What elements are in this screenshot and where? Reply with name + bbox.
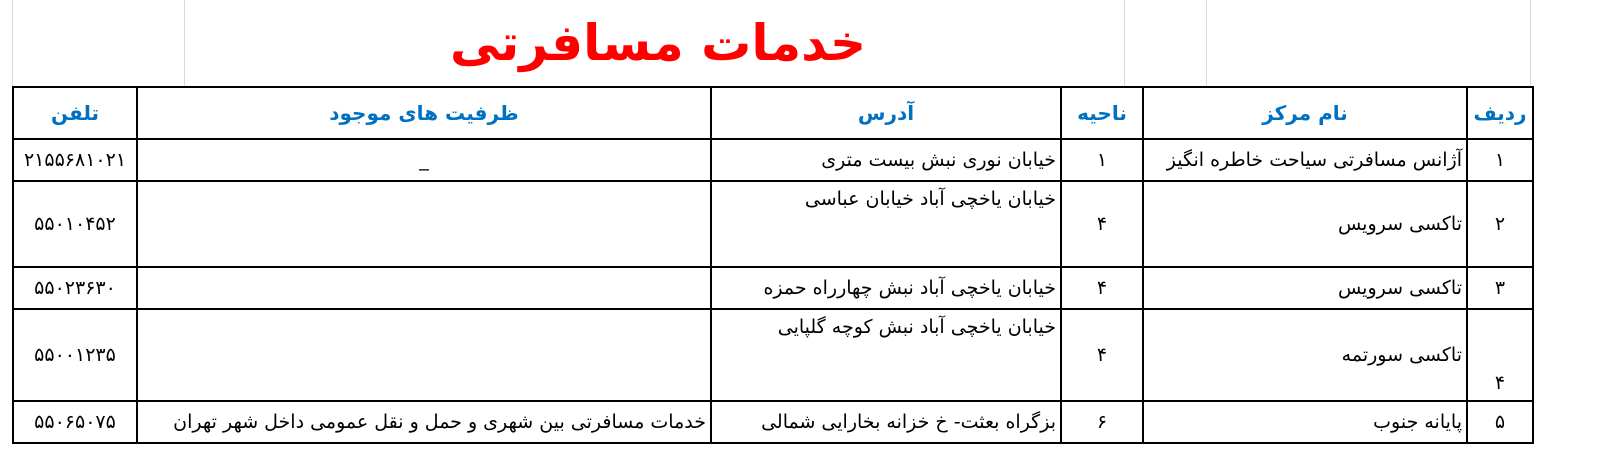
cell-center-name: تاکسی سرویس	[1143, 181, 1467, 267]
page-title: خدمات مسافرتی	[449, 14, 867, 72]
cell-phone: ۵۵۰۶۵۰۷۵	[13, 401, 137, 443]
cell-center-name: تاکسی سورتمه	[1143, 309, 1467, 401]
cell-district: ۴	[1061, 181, 1143, 267]
cell-phone: ۲۱۵۵۶۸۱۰۲۱	[13, 139, 137, 181]
cell-district: ۱	[1061, 139, 1143, 181]
header-center-name: نام مرکز	[1143, 87, 1467, 139]
cell-center-name: تاکسی سرویس	[1143, 267, 1467, 309]
cell-row-no: ۴	[1467, 309, 1533, 401]
cell-district: ۴	[1061, 267, 1143, 309]
gridline	[1530, 0, 1531, 86]
cell-row-no: ۲	[1467, 181, 1533, 267]
cell-district: ۶	[1061, 401, 1143, 443]
table-row	[13, 267, 1533, 309]
header-district: ناحیه	[1061, 87, 1143, 139]
cell-row-no: ۳	[1467, 267, 1533, 309]
cell-phone: ۵۵۰۱۰۴۵۲	[13, 181, 137, 267]
cell-address: خیابان نوری نبش بیست متری	[711, 139, 1061, 181]
cell-row-no: ۵	[1467, 401, 1533, 443]
table-row	[13, 181, 1533, 267]
cell-capacity	[137, 309, 711, 401]
header-row-no: ردیف	[1467, 87, 1533, 139]
header-capacity: ظرفیت های موجود	[137, 87, 711, 139]
cell-center-name: پایانه جنوب	[1143, 401, 1467, 443]
table-row	[13, 309, 1533, 401]
header-phone: تلفن	[13, 87, 137, 139]
cell-phone: ۵۵۰۲۳۶۳۰	[13, 267, 137, 309]
gridline	[184, 0, 185, 86]
cell-address: بزگراه بعثت- خ خزانه بخارایی شمالی	[711, 401, 1061, 443]
header-row	[13, 87, 1533, 139]
cell-center-name: آژانس مسافرتی سیاحت خاطره انگیز	[1143, 139, 1467, 181]
cell-capacity: خدمات مسافرتی بین شهری و حمل و نقل عمومی داخل شهر تهران	[137, 401, 711, 443]
gridline	[12, 0, 13, 86]
cell-capacity	[137, 267, 711, 309]
cell-capacity	[137, 181, 711, 267]
cell-address: خیابان یاخچی آباد نبش کوچه گلپایی	[711, 309, 1061, 401]
cell-address: خیابان یاخچی آباد نبش چهارراه حمزه	[711, 267, 1061, 309]
cell-district: ۴	[1061, 309, 1143, 401]
cell-capacity: _	[137, 139, 711, 181]
table-row	[13, 401, 1533, 443]
header-address: آدرس	[711, 87, 1061, 139]
table-row	[13, 139, 1533, 181]
cell-row-no: ۱	[1467, 139, 1533, 181]
cell-address: خیابان یاخچی آباد خیابان عباسی	[711, 181, 1061, 267]
cell-phone: ۵۵۰۰۱۲۳۵	[13, 309, 137, 401]
services-table	[12, 86, 1534, 444]
gridline	[1206, 0, 1207, 86]
